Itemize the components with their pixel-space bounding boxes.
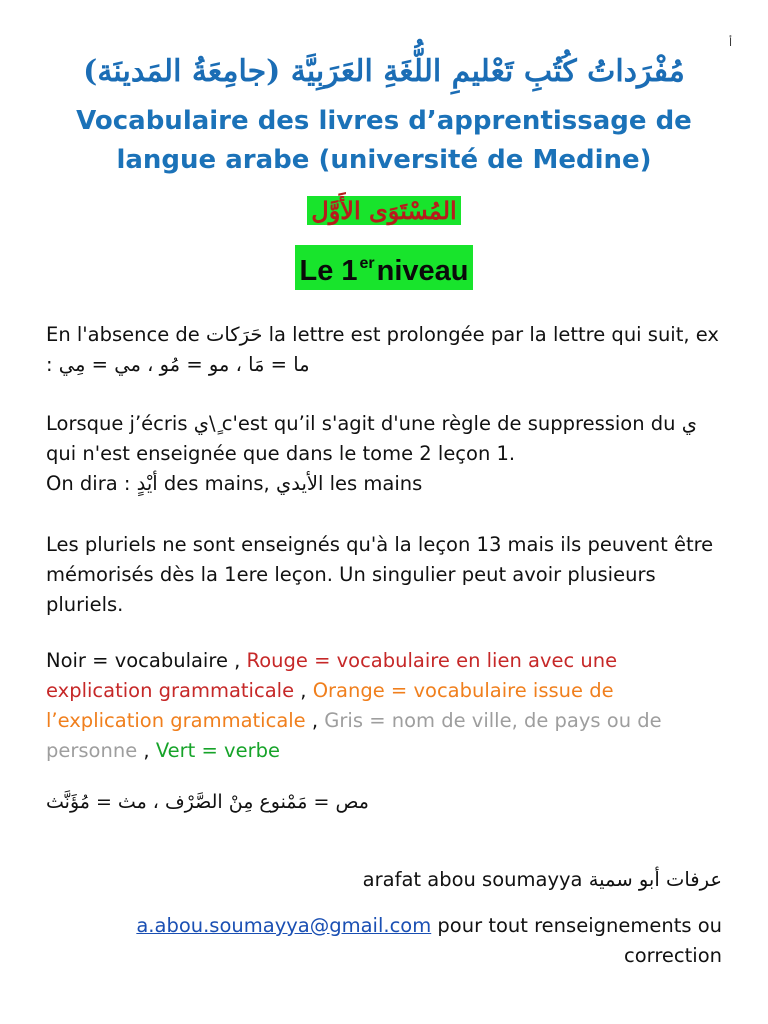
legend-green: Vert = verbe <box>155 739 280 762</box>
legend-sep-4: , <box>137 739 156 762</box>
p2-arabic-1: ٍ\ي <box>193 412 216 435</box>
author <box>363 868 722 891</box>
level-arabic-label: المُسْتَوَى الأَوَّل <box>307 196 460 225</box>
p2-arabic-3: أيْدٍ <box>136 472 158 495</box>
p2-text-5: des mains, <box>157 472 276 495</box>
p1-arabic-examples: ما = مَا ، مو = مُو ، مي = مِي <box>58 353 310 376</box>
abbreviations: مص = مَمْنوع مِنْ الصَّرْف ، مث = مُؤَنَّث <box>46 791 369 813</box>
p2-arabic-4: الأيدي <box>275 472 324 495</box>
p2-text-6: les mains <box>323 472 423 495</box>
paragraph-plurals: Les pluriels ne sont enseignés qu'à la leçon 13 mais ils peuvent être mémorisés dès la 1ere leçon. Un singulier peut avoir plusieurs pluriels. <box>46 533 714 616</box>
level-prefix: Le 1 <box>297 252 359 290</box>
color-legend <box>46 646 726 766</box>
legend-sep-1: , <box>227 649 247 672</box>
p1-text-1: En l'absence de <box>46 323 206 346</box>
level-french-label <box>295 245 472 290</box>
corner-mark: أ <box>728 36 732 49</box>
p2-text-2: c'est qu’il s'agit d'une règle de suppression du <box>215 412 682 435</box>
email-link[interactable]: a.abou.soumayya@gmail.com <box>136 914 432 937</box>
p1-text-2: la lettre est prolongée par la lettre qui suit, ex : <box>46 323 719 376</box>
legend-gray: Gris = nom de ville, de pays ou de personne <box>46 709 662 762</box>
legend-orange: Orange = vocabulaire issue de l’explication grammaticale <box>46 679 614 732</box>
p2-arabic-2: ي <box>681 412 697 435</box>
p2-text-1: Lorsque j’écris <box>46 412 194 435</box>
p2-text-4: On dira : <box>46 472 137 495</box>
paragraph-harakat <box>46 320 726 380</box>
level-arabic <box>0 196 768 225</box>
legend-red: Rouge = vocabulaire en lien avec une explication grammaticale <box>46 649 618 702</box>
legend-black: Noir = vocabulaire <box>46 649 228 672</box>
author-arabic: عرفات أبو سمية <box>588 868 722 891</box>
author-latin: arafat abou soumayya <box>362 868 583 891</box>
level-french <box>0 245 768 290</box>
level-superscript: er <box>359 255 375 272</box>
contact <box>82 911 722 971</box>
title-french: Vocabulaire des livres d’apprentissage de langue arabe (université de Medine) <box>76 106 692 175</box>
p2-text-3: qui n'est enseignée que dans le tome 2 leçon 1. <box>46 442 516 465</box>
legend-sep-3: , <box>305 709 325 732</box>
paragraph-suppression <box>46 409 726 499</box>
contact-text: pour tout renseignements ou correction <box>431 914 722 967</box>
legend-sep-2: , <box>294 679 313 702</box>
p1-arabic-harakat: حَرَكات <box>206 323 263 346</box>
level-suffix: niveau <box>375 252 471 290</box>
title-arabic: مُفْرَداتُ كُتُبِ تَعْليمِ اللُّغَةِ العَرَبِيَّة (جامِعَةُ المَدينَة) <box>83 54 685 89</box>
